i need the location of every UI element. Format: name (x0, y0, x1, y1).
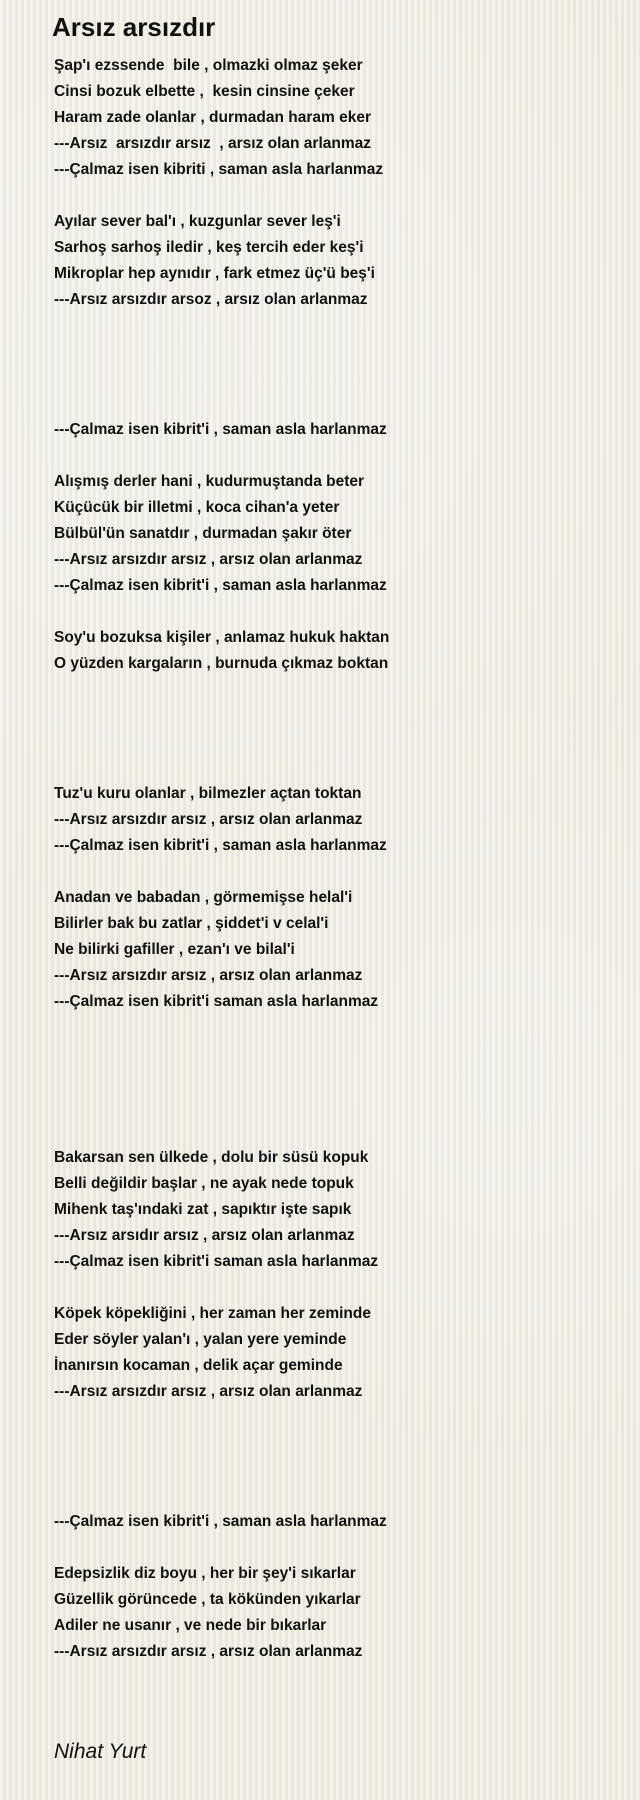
stanza-gap (54, 1119, 614, 1145)
poem-line: ---Çalmaz isen kibrit'i , saman asla harlanmaz (54, 1513, 387, 1530)
stanza-gap (54, 1405, 614, 1431)
stanza-gap (54, 1015, 614, 1041)
stanza-gap (54, 703, 614, 729)
poem-line: ---Çalmaz isen kibrit'i , saman asla harlanmaz (54, 577, 387, 594)
poem-line: ---Çalmaz isen kibrit'i , saman asla harlanmaz (54, 421, 387, 438)
poem-line: Eder söyler yalan'ı , yalan yere yeminde (54, 1331, 347, 1348)
stanza-gap (54, 365, 614, 391)
stanza-gap (54, 1041, 614, 1067)
stanza-gap (54, 599, 614, 625)
poem-line: ---Arsız arsıdır arsız , arsız olan arlanmaz (54, 1227, 355, 1244)
poem-body (54, 53, 614, 1665)
poem-line: Tuz'u kuru olanlar , bilmezler açtan toktan (54, 785, 362, 802)
stanza-gap (54, 1483, 614, 1509)
stanza-gap (54, 677, 614, 703)
poem-line: Adiler ne usanır , ve nede bir bıkarlar (54, 1617, 327, 1634)
stanza-gap (54, 729, 614, 755)
stanza-gap (54, 443, 614, 469)
poem-line: ---Çalmaz isen kibrit'i saman asla harlanmaz (54, 993, 379, 1010)
stanza-gap (54, 391, 614, 417)
stanza-gap (54, 1093, 614, 1119)
poem-line: Mihenk taş'ındaki zat , sapıktır işte sapık (54, 1201, 352, 1218)
poem-line: Bülbül'ün sanatdır , durmadan şakır öter (54, 525, 352, 542)
stanza-gap (54, 859, 614, 885)
stanza-gap (54, 1431, 614, 1457)
poem-line: ---Arsız arsızdır arsız , arsız olan arlanmaz (54, 811, 363, 828)
stanza-gap (54, 1275, 614, 1301)
poem-line: Sarhoş sarhoş iledir , keş tercih eder keş'i (54, 239, 364, 256)
stanza-gap (54, 755, 614, 781)
stanza-gap (54, 1067, 614, 1093)
poem-line: Küçücük bir illetmi , koca cihan'a yeter (54, 499, 340, 516)
poem-line: ---Arsız arsızdır arsız , arsız olan arlanmaz (54, 1643, 363, 1660)
poem-line: Anadan ve babadan , görmemişse helal'i (54, 889, 353, 906)
stanza-gap (54, 313, 614, 339)
poem-line: Ne bilirki gafiller , ezan'ı ve bilal'i (54, 941, 295, 958)
poem-line: Ayılar sever bal'ı , kuzgunlar sever leş'i (54, 213, 341, 230)
poem-line: Mikroplar hep aynıdır , fark etmez üç'ü beş'i (54, 265, 375, 282)
poem-line: ---Çalmaz isen kibrit'i , saman asla harlanmaz (54, 837, 387, 854)
poem-line: Soy'u bozuksa kişiler , anlamaz hukuk haktan (54, 629, 390, 646)
stanza-gap (54, 339, 614, 365)
poem-line: ---Arsız arsızdır arsoz , arsız olan arlanmaz (54, 291, 368, 308)
poem-line: ---Çalmaz isen kibriti , saman asla harlanmaz (54, 161, 384, 178)
stanza-gap (54, 183, 614, 209)
stanza-gap (54, 1457, 614, 1483)
poem-line: Güzellik görüncede , ta kökünden yıkarlar (54, 1591, 361, 1608)
poem-line: Bakarsan sen ülkede , dolu bir süsü kopuk (54, 1149, 369, 1166)
poem-line: Köpek köpekliğini , her zaman her zeminde (54, 1305, 371, 1322)
poem-line: O yüzden kargaların , burnuda çıkmaz boktan (54, 655, 389, 672)
poem-line: Cinsi bozuk elbette , kesin cinsine çeker (54, 83, 355, 100)
poem-author: Nihat Yurt (54, 1740, 147, 1763)
poem-line: İnanırsın kocaman , delik açar geminde (54, 1357, 343, 1374)
poem-line: ---Arsız arsızdır arsız , arsız olan arlanmaz (54, 967, 363, 984)
poem-line: ---Arsız arsızdır arsız , arsız olan arlanmaz (54, 551, 363, 568)
poem-line: Şap'ı ezssende bile , olmazki olmaz şeker (54, 57, 363, 74)
poem-line: Alışmış derler hani , kudurmuştanda beter (54, 473, 365, 490)
poem-title: Arsız arsızdır (52, 12, 216, 42)
poem-line: Edepsizlik diz boyu , her bir şey'i sıkarlar (54, 1565, 356, 1582)
poem-line: ---Arsız arsızdır arsız , arsız olan arlanmaz (54, 135, 372, 152)
poem-line: ---Çalmaz isen kibrit'i saman asla harlanmaz (54, 1253, 379, 1270)
poem-line: ---Arsız arsızdır arsız , arsız olan arlanmaz (54, 1383, 363, 1400)
stanza-gap (54, 1535, 614, 1561)
poem-line: Belli değildir başlar , ne ayak nede topuk (54, 1175, 354, 1192)
poem-line: Bilirler bak bu zatlar , şiddet'i v celal'i (54, 915, 329, 932)
poem-line: Haram zade olanlar , durmadan haram eker (54, 109, 372, 126)
